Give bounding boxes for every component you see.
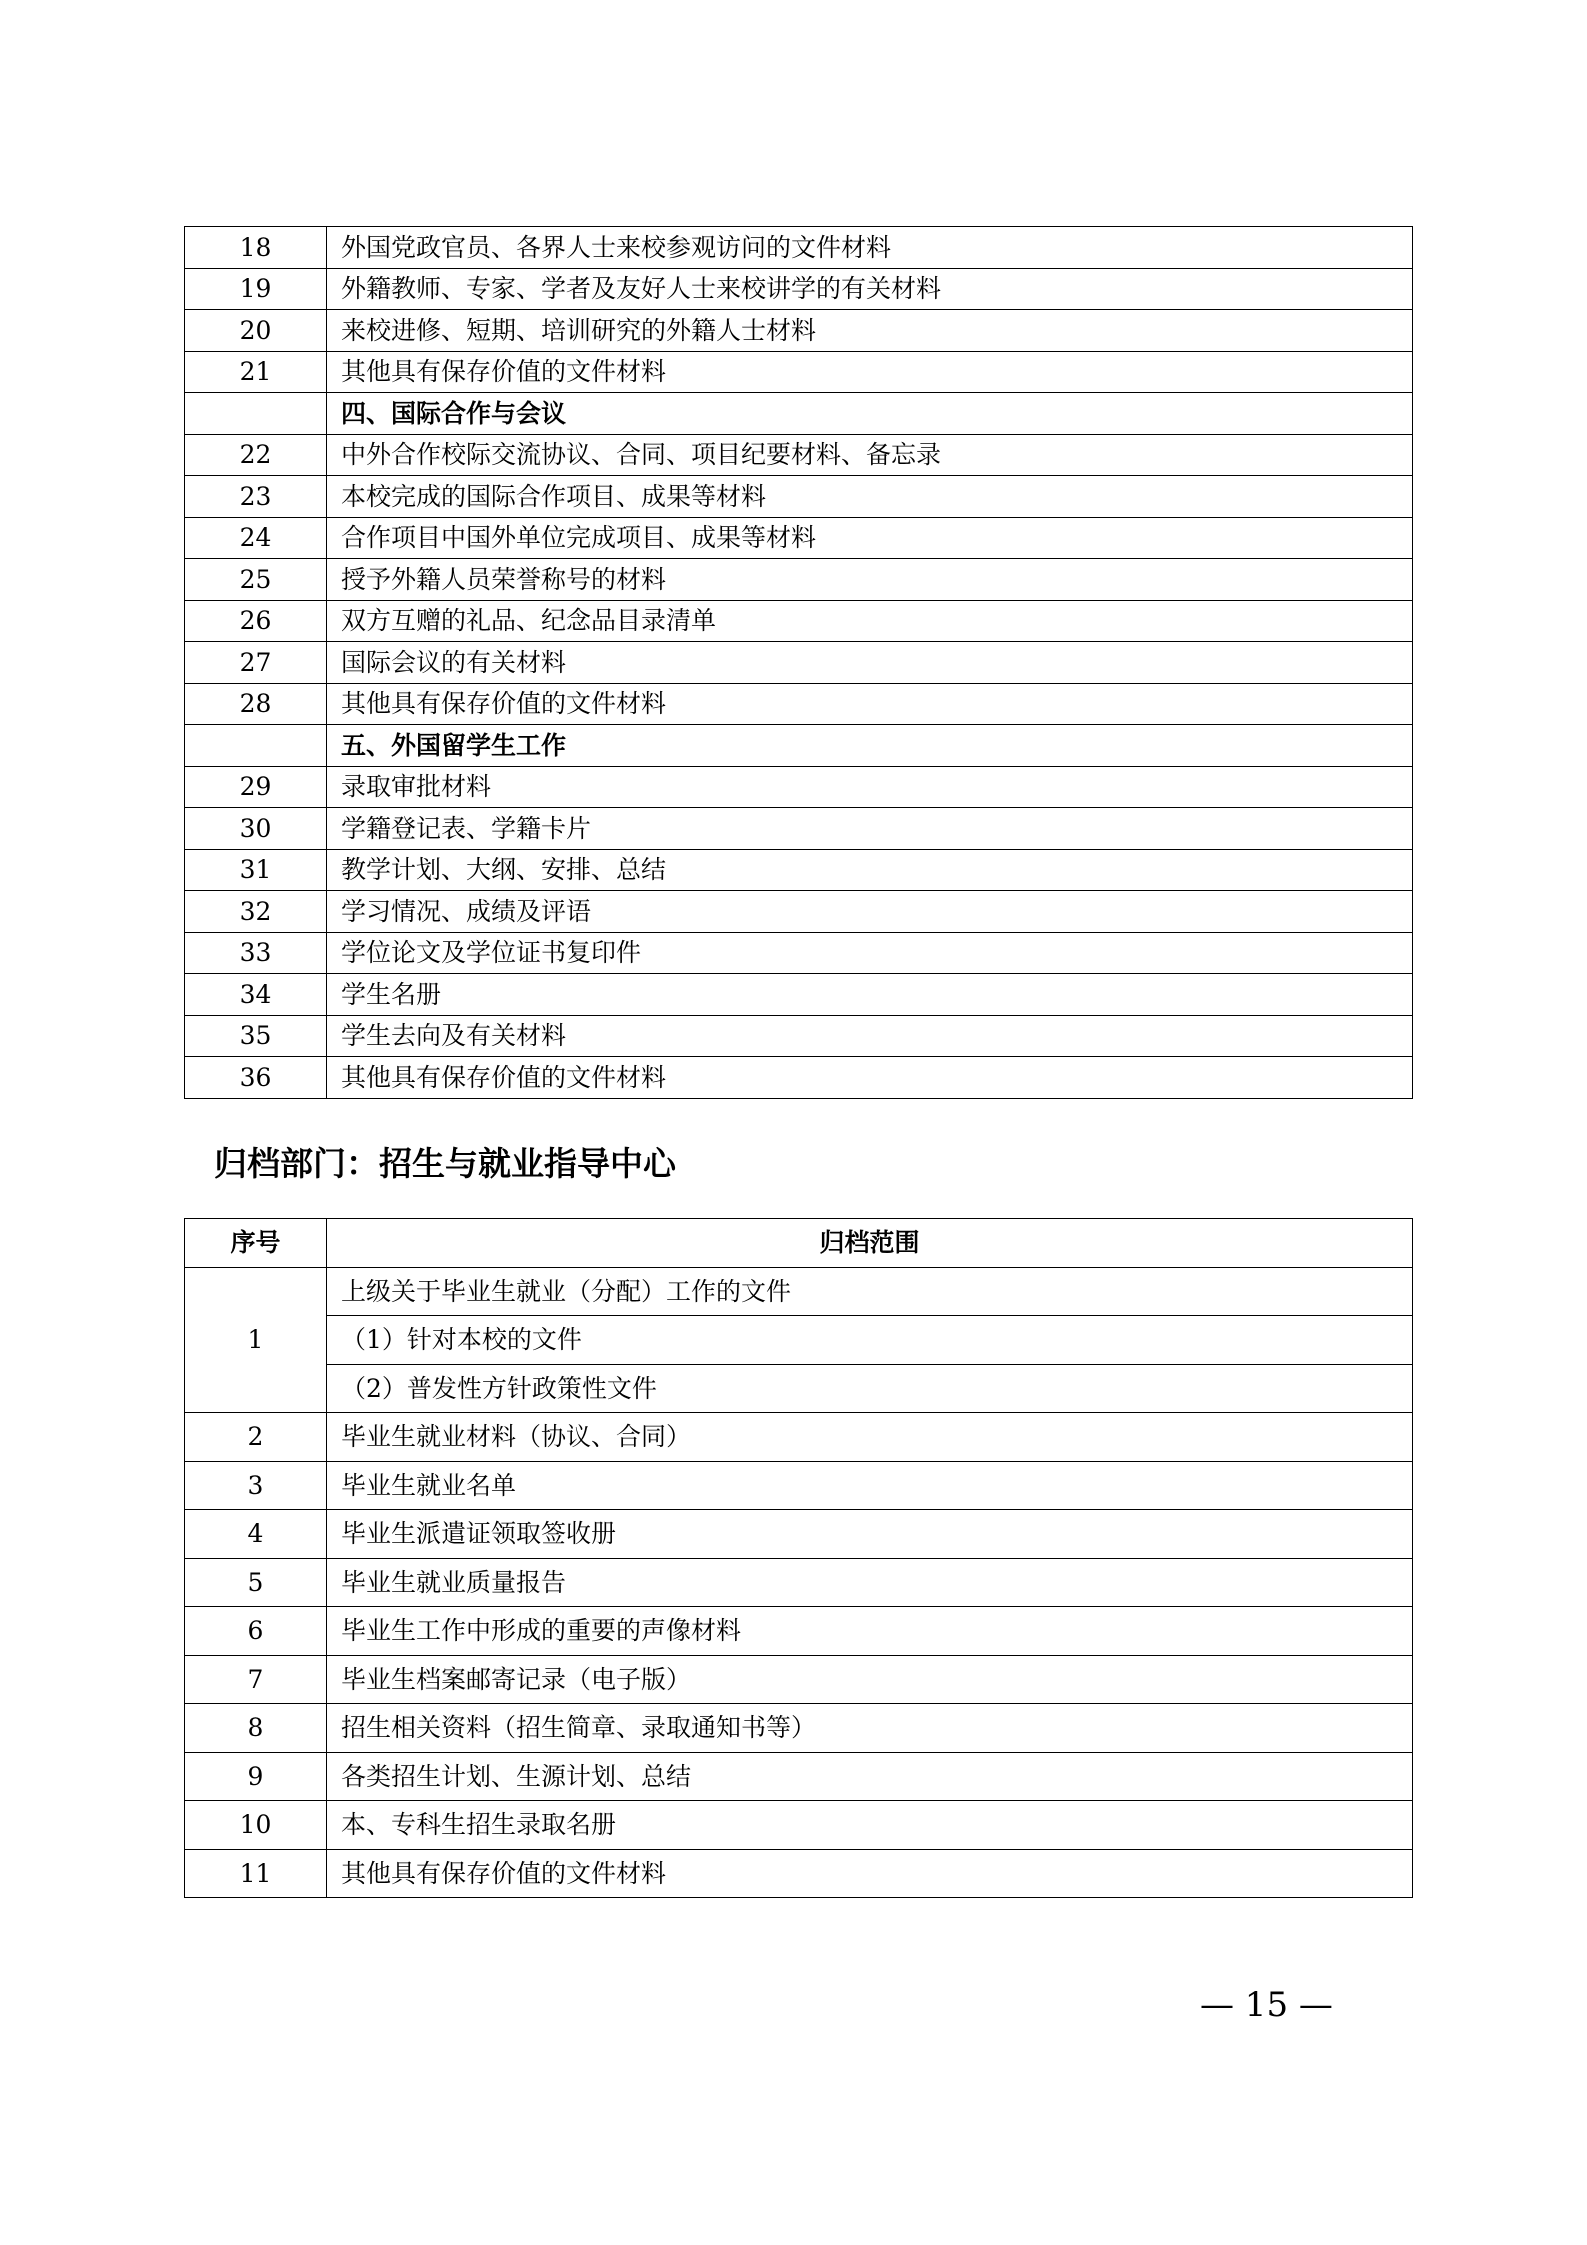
table-row xyxy=(185,1704,1413,1753)
row-number: 24 xyxy=(185,517,327,559)
row-number xyxy=(185,725,327,767)
row-number: 4 xyxy=(185,1510,327,1559)
row-text: 国际会议的有关材料 xyxy=(327,642,1413,684)
row-number: 27 xyxy=(185,642,327,684)
section-title: 四、国际合作与会议 xyxy=(327,393,1413,435)
row-number: 20 xyxy=(185,310,327,352)
archive-table-continued xyxy=(184,226,1413,1099)
row-text: 来校进修、短期、培训研究的外籍人士材料 xyxy=(327,310,1413,352)
row-text: 其他具有保存价值的文件材料 xyxy=(327,1849,1413,1898)
row-number: 29 xyxy=(185,766,327,808)
row-text: （1）针对本校的文件 xyxy=(327,1316,1413,1365)
section-title: 五、外国留学生工作 xyxy=(327,725,1413,767)
row-number: 28 xyxy=(185,683,327,725)
section-row xyxy=(185,725,1413,767)
table-row xyxy=(185,227,1413,269)
row-number: 26 xyxy=(185,600,327,642)
row-number: 1 xyxy=(185,1267,327,1413)
row-number: 2 xyxy=(185,1413,327,1462)
table-row xyxy=(185,600,1413,642)
row-number: 7 xyxy=(185,1655,327,1704)
table-row xyxy=(185,808,1413,850)
row-number: 18 xyxy=(185,227,327,269)
table-header-row xyxy=(185,1219,1413,1268)
table-row xyxy=(185,1364,1413,1413)
row-number: 34 xyxy=(185,974,327,1016)
row-text: （2）普发性方针政策性文件 xyxy=(327,1364,1413,1413)
row-number: 35 xyxy=(185,1015,327,1057)
table-row xyxy=(185,1849,1413,1898)
row-number: 8 xyxy=(185,1704,327,1753)
row-number: 6 xyxy=(185,1607,327,1656)
table-row xyxy=(185,434,1413,476)
row-text: 学生去向及有关材料 xyxy=(327,1015,1413,1057)
row-text: 外国党政官员、各界人士来校参观访问的文件材料 xyxy=(327,227,1413,269)
row-text: 外籍教师、专家、学者及友好人士来校讲学的有关材料 xyxy=(327,268,1413,310)
table-row xyxy=(185,517,1413,559)
table-row xyxy=(185,849,1413,891)
table-row xyxy=(185,891,1413,933)
row-number: 33 xyxy=(185,932,327,974)
row-text: 毕业生就业材料（协议、合同） xyxy=(327,1413,1413,1462)
table-row xyxy=(185,1057,1413,1099)
table-row xyxy=(185,1558,1413,1607)
table-row xyxy=(185,559,1413,601)
table-row xyxy=(185,268,1413,310)
row-text: 其他具有保存价值的文件材料 xyxy=(327,1057,1413,1099)
row-text: 学籍登记表、学籍卡片 xyxy=(327,808,1413,850)
row-text: 本、专科生招生录取名册 xyxy=(327,1801,1413,1850)
enrollment-table-body xyxy=(185,1267,1413,1898)
table-row xyxy=(185,351,1413,393)
row-text: 双方互赠的礼品、纪念品目录清单 xyxy=(327,600,1413,642)
row-text: 其他具有保存价值的文件材料 xyxy=(327,351,1413,393)
row-number: 32 xyxy=(185,891,327,933)
row-text: 招生相关资料（招生简章、录取通知书等） xyxy=(327,1704,1413,1753)
table-row xyxy=(185,932,1413,974)
section-heading: 归档部门：招生与就业指导中心 xyxy=(214,1144,676,1183)
row-text: 学习情况、成绩及评语 xyxy=(327,891,1413,933)
table-row xyxy=(185,1316,1413,1365)
row-number: 31 xyxy=(185,849,327,891)
table-row xyxy=(185,1267,1413,1316)
table-row xyxy=(185,683,1413,725)
table-row xyxy=(185,1413,1413,1462)
page-number: — 15 — xyxy=(1200,1985,1333,2025)
enrollment-archive-table xyxy=(184,1218,1413,1898)
row-number: 3 xyxy=(185,1461,327,1510)
row-number: 23 xyxy=(185,476,327,518)
header-number: 序号 xyxy=(185,1219,327,1268)
table-row xyxy=(185,1607,1413,1656)
table-row xyxy=(185,1461,1413,1510)
row-text: 上级关于毕业生就业（分配）工作的文件 xyxy=(327,1267,1413,1316)
row-number: 25 xyxy=(185,559,327,601)
row-text: 毕业生工作中形成的重要的声像材料 xyxy=(327,1607,1413,1656)
row-number: 9 xyxy=(185,1752,327,1801)
row-text: 毕业生派遣证领取签收册 xyxy=(327,1510,1413,1559)
table-row xyxy=(185,1752,1413,1801)
table-row xyxy=(185,1015,1413,1057)
row-number xyxy=(185,393,327,435)
header-scope: 归档范围 xyxy=(327,1219,1413,1268)
row-number: 36 xyxy=(185,1057,327,1099)
row-number: 22 xyxy=(185,434,327,476)
row-number: 19 xyxy=(185,268,327,310)
row-text: 中外合作校际交流协议、合同、项目纪要材料、备忘录 xyxy=(327,434,1413,476)
row-number: 5 xyxy=(185,1558,327,1607)
row-text: 其他具有保存价值的文件材料 xyxy=(327,683,1413,725)
row-text: 毕业生档案邮寄记录（电子版） xyxy=(327,1655,1413,1704)
table-row xyxy=(185,476,1413,518)
table-row xyxy=(185,642,1413,684)
row-text: 教学计划、大纲、安排、总结 xyxy=(327,849,1413,891)
table-row xyxy=(185,310,1413,352)
table-row xyxy=(185,1655,1413,1704)
row-text: 录取审批材料 xyxy=(327,766,1413,808)
row-text: 合作项目中国外单位完成项目、成果等材料 xyxy=(327,517,1413,559)
table-row xyxy=(185,974,1413,1016)
table-row xyxy=(185,1801,1413,1850)
table-row xyxy=(185,1510,1413,1559)
row-number: 30 xyxy=(185,808,327,850)
row-text: 毕业生就业质量报告 xyxy=(327,1558,1413,1607)
row-text: 毕业生就业名单 xyxy=(327,1461,1413,1510)
row-text: 学位论文及学位证书复印件 xyxy=(327,932,1413,974)
section-row xyxy=(185,393,1413,435)
row-text: 授予外籍人员荣誉称号的材料 xyxy=(327,559,1413,601)
row-number: 21 xyxy=(185,351,327,393)
table-row xyxy=(185,766,1413,808)
row-number: 11 xyxy=(185,1849,327,1898)
row-text: 本校完成的国际合作项目、成果等材料 xyxy=(327,476,1413,518)
archive-table-body xyxy=(185,227,1413,1099)
row-number: 10 xyxy=(185,1801,327,1850)
row-text: 各类招生计划、生源计划、总结 xyxy=(327,1752,1413,1801)
row-text: 学生名册 xyxy=(327,974,1413,1016)
